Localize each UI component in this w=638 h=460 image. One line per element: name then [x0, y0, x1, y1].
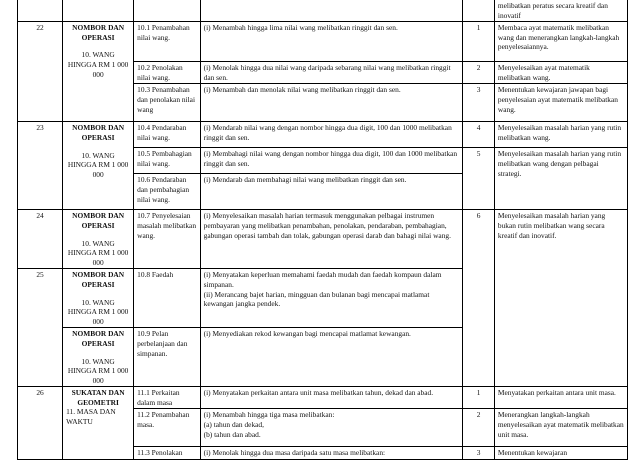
standard-cell: 10.3 Penambahan dan penolakan nilai wang [134, 84, 201, 122]
table-row [18, 387, 628, 409]
unit-cell [63, 387, 134, 460]
table-row [18, 0, 628, 22]
objective-cell: (i) Menolak hingga dua nilai wang daripada sebarang nilai wang melibatkan ringgit dan sen. [200, 62, 463, 84]
standard-cell: 10.5 Pembahagian nilai wang. [134, 148, 201, 174]
outcome-cell: Menyelesaikan masalah harian yang rutin melibatkan wang. [494, 122, 627, 148]
unit-label: NOMBOR DAN OPERASI [72, 123, 125, 142]
standard-cell: 11.2 Penambahan masa. [134, 409, 201, 447]
level-cell: 4 [463, 122, 495, 148]
topic-label: 10. WANG HINGGA RM 1 000 000 [67, 356, 129, 385]
standard-cell: 10.8 Faedah [134, 269, 201, 328]
standard-cell: 10.2 Penolakan nilai wang. [134, 62, 201, 84]
objective-cell: (i) Menyatakan keperluan memahami faedah mudah dan faedah kompaun dalam simpanan. (ii) Merancang bajet harian, mingguan dan bulanan bagi mencapai matlamat kewangan jangka pendek. [200, 269, 463, 328]
unit-cell [63, 122, 134, 210]
unit-label: NOMBOR DAN OPERASI [72, 211, 125, 230]
objective-cell: (i) Mendarab nilai wang dengan nombor hingga dua digit, 100 dan 1000 melibatkan ringgit dan sen. [200, 122, 463, 148]
topic-label: 11. MASA DAN WAKTU [66, 407, 116, 427]
objective-cell: (i) Menambah dan menolak nilai wang melibatkan ringgit dan sen. [200, 84, 463, 122]
week-cell: 24 [18, 210, 63, 269]
standard-cell: 10.9 Pelan perbelanjaan dan simpanan. [134, 328, 201, 387]
standard-cell: 11.1 Perkaitan dalam masa [134, 387, 201, 409]
standard-cell: 10.4 Pendaraban nilai wang. [134, 122, 201, 148]
objective-cell: (i) Menambah hingga lima nilai wang melibatkan ringgit dan sen. [200, 22, 463, 62]
table-row [18, 22, 628, 62]
week-cell: 22 [18, 22, 63, 122]
level-cell: 1 [463, 22, 495, 62]
objective-cell: (i) Menolak hingga dua masa daripada satu masa melibatkan: [200, 447, 463, 460]
objective-cell: (i) Menyatakan perkaitan antara unit masa melibatkan tahun, dekad dan abad. [200, 387, 463, 409]
outcome-cell: Menyelesaikan masalah harian yang rutin melibatkan wang dengan pelbagai strategi. [494, 148, 627, 210]
table-row [18, 210, 628, 269]
level-cell: 3 [463, 447, 495, 460]
level-cell: 2 [463, 62, 495, 84]
outcome-cell: Menerangkan langkah-langkah menyelesaikan ayat matematik melibatkan unit masa. [494, 409, 627, 447]
outcome-cell: Membaca ayat matematik melibatkan wang dan menerangkan langkah-langkah penyelesaiannya. [494, 22, 627, 62]
level-cell: 1 [463, 387, 495, 409]
syllabus-table [17, 0, 628, 460]
level-cell: 2 [463, 409, 495, 447]
unit-label: SUKATAN DAN GEOMETRI [71, 388, 125, 407]
outcome-cell: Menyelesaikan masalah harian yang bukan rutin melibatkan wang secara kreatif dan inovatif. [494, 210, 627, 387]
topic-label: 10. WANG HINGGA RM 1 000 000 [67, 150, 129, 179]
objective-cell: (i) Membahagi nilai wang dengan nombor hingga dua digit, 100 dan 1000 melibatkan ringgit dan sen. [200, 148, 463, 174]
outcome-cell: Menentukan kewajaran jawapan bagi penyelesaian ayat matematik melibatkan wang. [494, 84, 627, 122]
unit-cell [63, 328, 134, 387]
unit-label: NOMBOR DAN OPERASI [72, 270, 125, 289]
unit-label: NOMBOR DAN OPERASI [72, 329, 125, 348]
week-cell: 25 [18, 269, 63, 387]
outcome-cell: Menyelesaikan ayat matematik melibatkan wang. [494, 62, 627, 84]
level-cell: 5 [463, 148, 495, 210]
standard-cell: 10.6 Pendaraban dan pembahagian nilai wang. [134, 174, 201, 210]
outcome-cell: melibatkan peratus secara kreatif dan inovatif [494, 0, 627, 22]
standard-cell: 11.3 Penolakan [134, 447, 201, 460]
standard-cell: 10.1 Penambahan nilai wang. [134, 22, 201, 62]
unit-cell [63, 22, 134, 122]
week-cell: 23 [18, 122, 63, 210]
topic-label: 10. WANG HINGGA RM 1 000 000 [67, 297, 129, 326]
table-row [18, 122, 628, 148]
outcome-cell: Menentukan kewajaran [494, 447, 627, 460]
unit-label: NOMBOR DAN OPERASI [72, 23, 125, 42]
objective-cell: (i) Menyediakan rekod kewangan bagi mencapai matlamat kewangan. [200, 328, 463, 387]
topic-label: 10. WANG HINGGA RM 1 000 000 [67, 238, 129, 267]
objective-cell: (i) Menambah hingga tiga masa melibatkan: (a) tahun dan dekad, (b) tahun dan abad. [200, 409, 463, 447]
objective-cell: (i) Menyelesaikan masalah harian termasuk menggunakan pelbagai instrumen pembayaran yang melibatkan penambahan, penolakan, pendaraban, pembahagian, gabungan operasi tambah dan tolak, gabungan operasi darab dan bahagi nilai wang. [200, 210, 463, 269]
unit-cell [63, 269, 134, 328]
week-cell: 26 [18, 387, 63, 460]
objective-cell: (i) Mendarab dan membahagi nilai wang melibatkan ringgit dan sen. [200, 174, 463, 210]
level-cell: 6 [463, 210, 495, 387]
standard-cell: 10.7 Penyelesaian masalah melibatkan wang. [134, 210, 201, 269]
outcome-cell: Menyatakan perkaitan antara unit masa. [494, 387, 627, 409]
topic-label: 10. WANG HINGGA RM 1 000 000 [67, 50, 129, 79]
unit-cell [63, 210, 134, 269]
level-cell: 3 [463, 84, 495, 122]
